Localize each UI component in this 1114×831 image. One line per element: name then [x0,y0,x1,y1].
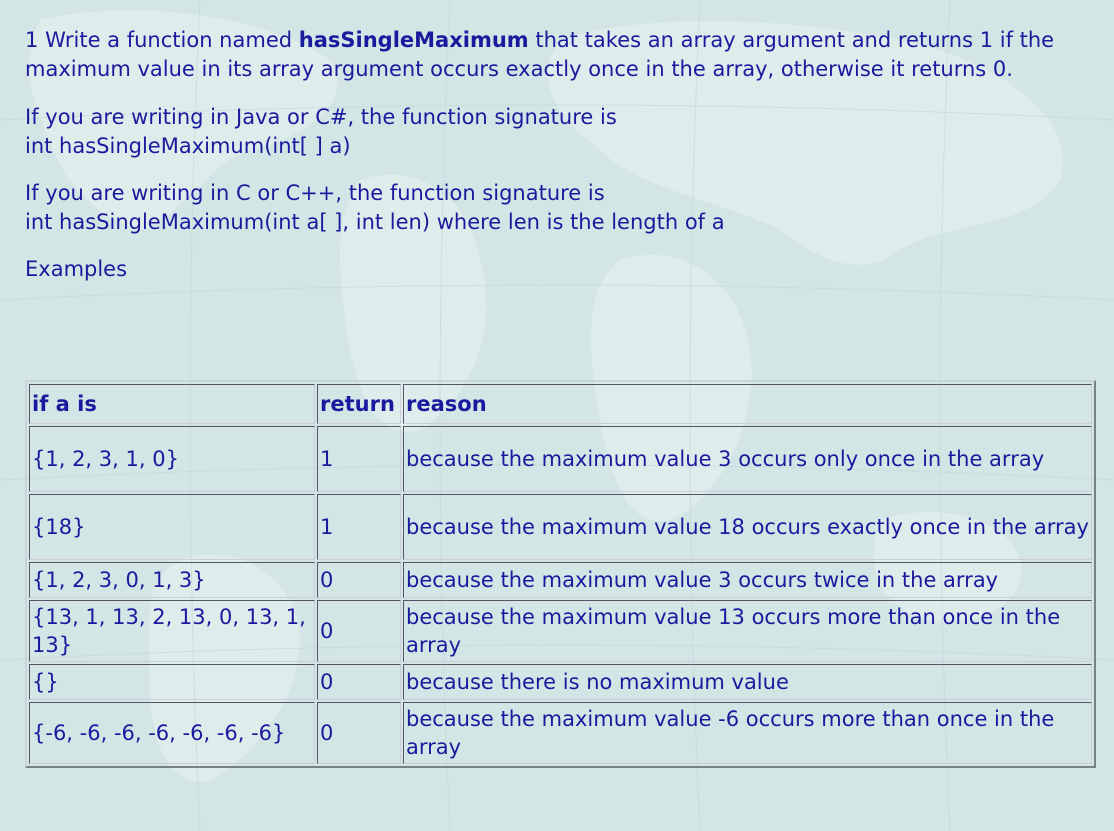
java-signature-block [25,103,1095,161]
header-return: return [317,384,401,424]
table-row [29,562,1092,598]
problem-intro-before: Write a function named [45,28,293,52]
examples-heading: Examples [25,257,128,281]
c-intro: If you are writing in C or C++, the function signature is [25,181,605,205]
cell-return: 0 [317,702,401,764]
cell-reason: because the maximum value 3 occurs only once in the array [403,426,1092,492]
cell-a: {18} [29,494,315,560]
cell-reason: because there is no maximum value [403,664,1092,700]
cell-reason: because the maximum value 18 occurs exactly once in the array [403,494,1092,560]
cell-return: 1 [317,494,401,560]
problem-intro-after: that takes an array argument and returns 1 if the maximum value in its array argument occurs exactly once in the array, otherwise it returns 0. [25,28,1055,81]
header-if-a-is: if a is [29,384,315,424]
cell-return: 0 [317,562,401,598]
header-reason: reason [403,384,1092,424]
cell-reason: because the maximum value 13 occurs more than once in the array [403,600,1092,662]
problem-text [25,26,1095,302]
function-name: hasSingleMaximum [298,28,529,52]
table-header-row [29,384,1092,424]
table-row [29,494,1092,560]
cell-a: {1, 2, 3, 0, 1, 3} [29,562,315,598]
c-signature: int hasSingleMaximum(int a[ ], int len) where len is the length of a [25,210,725,234]
table-row [29,702,1092,764]
java-intro: If you are writing in Java or C#, the function signature is [25,105,617,129]
java-signature: int hasSingleMaximum(int[ ] a) [25,134,351,158]
c-signature-block [25,179,1095,237]
cell-return: 1 [317,426,401,492]
problem-statement [25,26,1095,84]
cell-a: {13, 1, 13, 2, 13, 0, 13, 1, 13} [29,600,315,662]
cell-return: 0 [317,664,401,700]
table-row [29,426,1092,492]
cell-a: {-6, -6, -6, -6, -6, -6, -6} [29,702,315,764]
cell-reason: because the maximum value 3 occurs twice in the array [403,562,1092,598]
cell-a: {} [29,664,315,700]
problem-number: 1 [25,28,39,52]
examples-table [25,380,1096,768]
cell-reason: because the maximum value -6 occurs more than once in the array [403,702,1092,764]
table-row [29,664,1092,700]
table-row [29,600,1092,662]
cell-return: 0 [317,600,401,662]
cell-a: {1, 2, 3, 1, 0} [29,426,315,492]
